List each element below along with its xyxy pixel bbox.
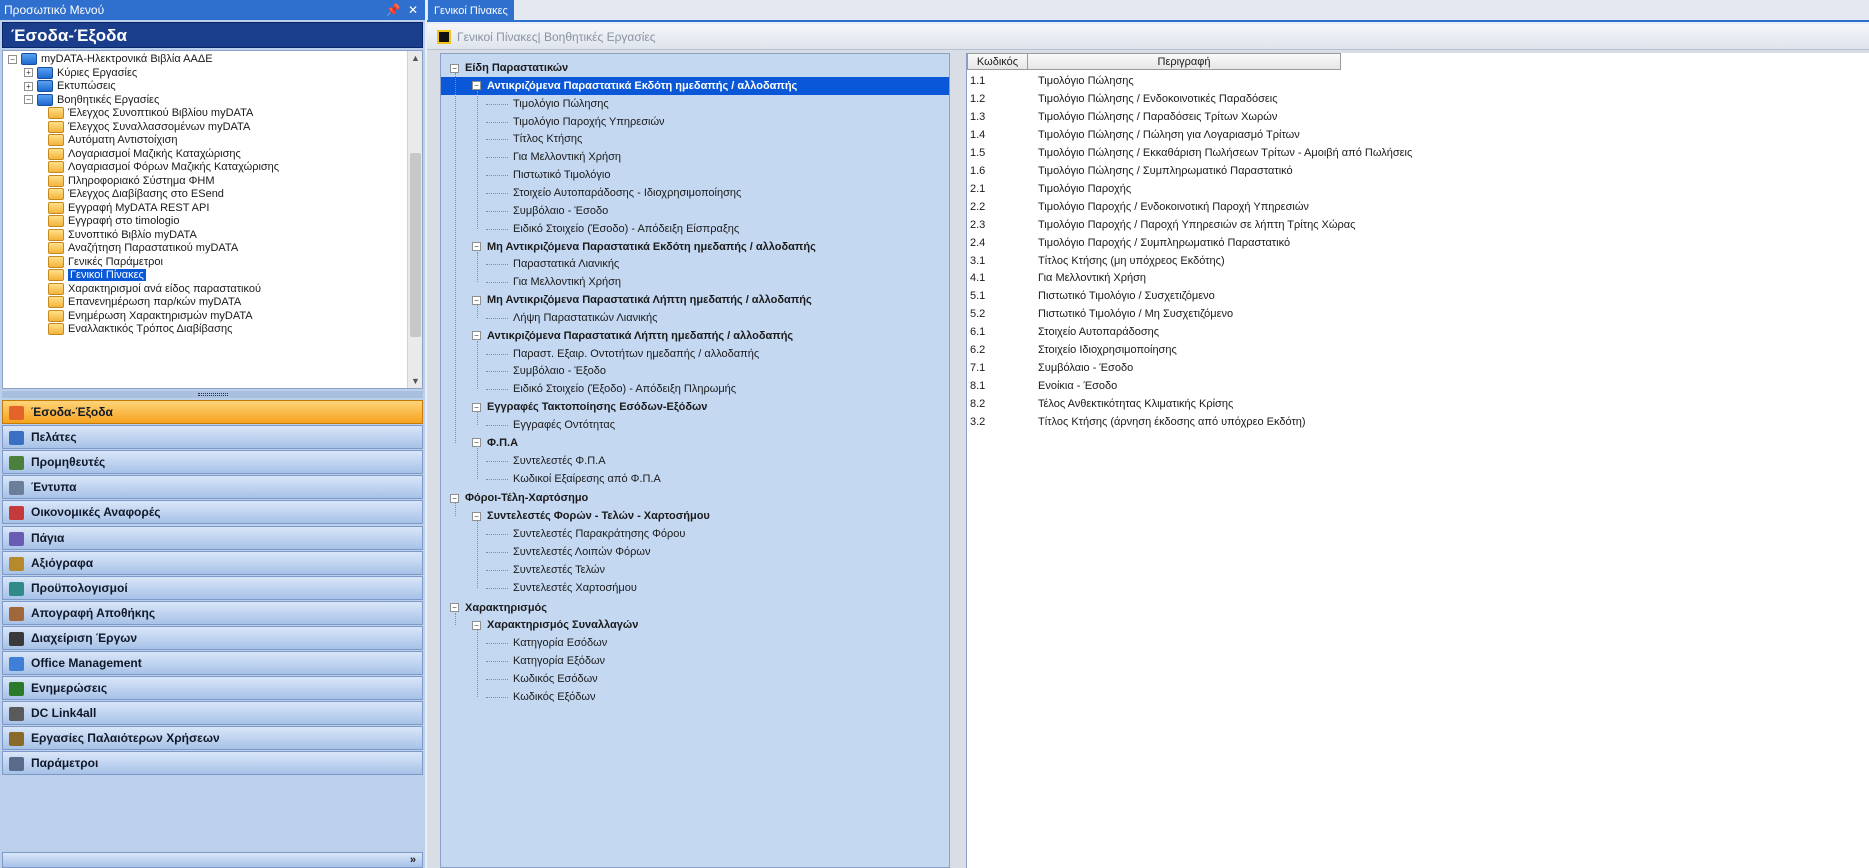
- collapse-icon[interactable]: −: [472, 403, 481, 412]
- nav-button-label: Πάγια: [31, 530, 65, 545]
- grid-header: [967, 53, 1411, 70]
- collapse-icon[interactable]: −: [472, 438, 481, 447]
- tree-connector: [477, 630, 478, 696]
- menu-tree-item-label: myDATA-Ηλεκτρονικά Βιβλία ΑΑΔΕ: [41, 53, 213, 66]
- folder-icon: [48, 229, 64, 241]
- settings-icon: [9, 757, 24, 771]
- collapse-icon[interactable]: −: [472, 296, 481, 305]
- category-tree-item-label: Κατηγορία Εξόδων: [513, 655, 606, 668]
- menu-tree-item-label: Ενημέρωση Χαρακτηρισμών myDATA: [68, 309, 253, 322]
- collapse-icon[interactable]: −: [450, 494, 459, 503]
- tree-connector: [486, 157, 508, 158]
- category-tree-item-label: Συντελεστές Φορών - Τελών - Χαρτοσήμου: [487, 510, 710, 523]
- folder-icon: [48, 148, 64, 160]
- menu-tree-item-label: Συνοπτικό Βιβλίο myDATA: [68, 228, 197, 241]
- cell-code: 7.1: [970, 362, 986, 375]
- tree-scrollbar[interactable]: [407, 51, 422, 388]
- cell-description: Ενοίκια - Έσοδο: [1038, 380, 1118, 393]
- category-tree-item[interactable]: [513, 113, 665, 131]
- cell-description: Στοιχείο Αυτοπαράδοσης: [1038, 326, 1160, 339]
- category-tree-item[interactable]: [450, 489, 588, 507]
- menu-tree-item-label: Αυτόματη Αντιστοίχιση: [68, 134, 178, 147]
- tab-general-tables[interactable]: Γενικοί Πίνακες: [428, 0, 514, 22]
- category-tree-item[interactable]: [513, 148, 621, 166]
- category-tree-item-label: Τιμολόγιο Πώλησης: [513, 97, 609, 110]
- menu-tree-item-label: Επανενημέρωση παρ/κών myDATA: [68, 296, 242, 309]
- category-tree-item-label: Συντελεστές Τελών: [513, 563, 606, 576]
- cell-description: Τίτλος Κτήσης (άρνηση έκδοσης από υπόχρεο Εκδότη): [1038, 416, 1306, 429]
- cell-description: Στοιχείο Ιδιοχρησιμοποίησης: [1038, 344, 1177, 357]
- splitter-grip-icon[interactable]: [198, 393, 228, 396]
- category-tree-item[interactable]: [513, 184, 741, 202]
- cell-description: Τίτλος Κτήσης (μη υπόχρεος Εκδότης): [1038, 254, 1225, 267]
- folder-icon: [48, 161, 64, 173]
- category-tree-item[interactable]: [441, 77, 950, 95]
- category-tree-item[interactable]: [450, 59, 568, 77]
- document-types-grid[interactable]: [966, 53, 1869, 868]
- nav-button-label: Οικονομικές Αναφορές: [31, 505, 161, 520]
- folder-icon: [48, 256, 64, 268]
- category-tree-item-label: Συντελεστές Λοιπών Φόρων: [513, 545, 651, 558]
- column-header-code[interactable]: Κωδικός: [967, 53, 1028, 70]
- assets-icon: [9, 532, 24, 546]
- column-header-description[interactable]: Περιγραφή: [1027, 53, 1341, 70]
- menu-tree-item-label: Λογαριασμοί Μαζικής Καταχώρισης: [68, 147, 241, 160]
- nav-button-label: Πελάτες: [31, 430, 77, 445]
- folder-icon: [48, 134, 64, 146]
- category-tree-item-label: Συντελεστές Χαρτοσήμου: [513, 581, 637, 594]
- tree-connector: [455, 613, 456, 626]
- tree-connector: [477, 521, 478, 587]
- cell-description: Συμβόλαιο - Έσοδο: [1038, 362, 1134, 375]
- nav-button-label: DC Link4all: [31, 706, 97, 721]
- table-row[interactable]: [967, 252, 1869, 270]
- tree-connector: [486, 104, 508, 105]
- close-icon[interactable]: ✕: [407, 3, 419, 17]
- category-tree-item[interactable]: [513, 561, 605, 579]
- menu-tree-item-label: Έλεγχος Συναλλασσομένων myDATA: [68, 120, 251, 133]
- collapse-icon[interactable]: −: [450, 64, 459, 73]
- cell-description: Τιμολόγιο Παροχής / Παροχή Υπηρεσιών σε λήπτη Τρίτης Χώρας: [1038, 218, 1356, 231]
- folder-icon: [48, 202, 64, 214]
- cell-code: 4.1: [970, 272, 986, 285]
- category-tree-item[interactable]: [513, 380, 736, 398]
- cell-description: Για Μελλοντική Χρήση: [1038, 272, 1147, 285]
- tree-connector: [486, 661, 508, 662]
- tree-connector: [455, 73, 456, 443]
- menu-tree-item-label: Γενικοί Πίνακες: [70, 269, 144, 282]
- tree-connector: [486, 552, 508, 553]
- folder-icon: [48, 296, 64, 308]
- panel-title: Προσωπικό Μενού: [4, 3, 105, 17]
- collapse-icon[interactable]: −: [472, 512, 481, 521]
- cell-description: Τιμολόγιο Παροχής / Συμπληρωματικό Παραστατικό: [1038, 236, 1291, 249]
- table-icon: [437, 30, 451, 44]
- income-expense-icon: [9, 406, 24, 420]
- cell-code: 2.2: [970, 200, 986, 213]
- category-tree-item-label: Αντικριζόμενα Παραστατικά Εκδότη ημεδαπής / αλλοδαπής: [487, 79, 798, 92]
- tree-connector: [486, 264, 508, 265]
- cell-description: Πιστωτικό Τιμολόγιο / Μη Συσχετιζόμενο: [1038, 308, 1234, 321]
- tree-connector: [486, 211, 508, 212]
- updates-icon: [9, 682, 24, 696]
- table-row[interactable]: [967, 323, 1869, 341]
- category-tree-item-label: Συντελεστές Φ.Π.Α: [513, 454, 606, 467]
- tree-connector: [486, 175, 508, 176]
- table-row[interactable]: [967, 162, 1869, 180]
- nav-button-customers[interactable]: [2, 425, 423, 449]
- personal-menu-panel: [0, 0, 425, 868]
- category-tree-item[interactable]: [472, 327, 793, 345]
- nav-button-suppliers[interactable]: [2, 450, 423, 474]
- menu-tree-item-label: Βοηθητικές Εργασίες: [57, 93, 160, 106]
- expand-icon[interactable]: +: [24, 82, 33, 91]
- table-row[interactable]: [967, 72, 1869, 90]
- tree-connector: [455, 503, 456, 516]
- category-tree-item-label: Στοιχείο Αυτοπαράδοσης - Ιδιοχρησιμοποίησης: [513, 186, 742, 199]
- menu-tree-item-label: Εγγραφή στο timologio: [68, 215, 180, 228]
- archive-icon: [9, 732, 24, 746]
- category-tree-item-label: Λήψη Παραστατικών Λιανικής: [513, 311, 658, 324]
- expand-nav-button[interactable]: »: [2, 852, 423, 868]
- category-tree-item[interactable]: [513, 309, 657, 327]
- table-row[interactable]: [967, 395, 1869, 413]
- category-tree-item[interactable]: [513, 543, 650, 561]
- menu-tree-item-label: Κύριες Εργασίες: [57, 66, 138, 79]
- cell-code: 5.1: [970, 290, 986, 303]
- table-row[interactable]: [967, 216, 1869, 234]
- nav-button-forms[interactable]: [2, 475, 423, 499]
- category-tree-item[interactable]: [472, 291, 812, 309]
- tree-connector: [486, 282, 508, 283]
- cell-code: 2.3: [970, 218, 986, 231]
- collapse-icon[interactable]: −: [8, 55, 17, 64]
- folder-icon: [37, 94, 53, 106]
- tree-connector: [477, 305, 478, 318]
- category-tree-item-label: Κωδικός Εσόδων: [513, 672, 598, 685]
- category-tree-item-label: Για Μελλοντική Χρήση: [513, 276, 622, 289]
- tree-connector: [486, 425, 508, 426]
- table-row[interactable]: [967, 341, 1869, 359]
- category-tree-item[interactable]: [472, 434, 518, 452]
- category-tree-item[interactable]: [472, 507, 710, 525]
- cell-code: 1.5: [970, 146, 986, 159]
- tree-connector: [486, 318, 508, 319]
- table-row[interactable]: [967, 359, 1869, 377]
- scroll-up-icon[interactable]: ▲: [411, 53, 420, 63]
- forms-icon: [9, 481, 24, 495]
- nav-button-reports[interactable]: [2, 500, 423, 524]
- collapse-icon[interactable]: −: [450, 603, 459, 612]
- category-tree-item[interactable]: [513, 220, 739, 238]
- folder-icon: [48, 269, 64, 281]
- tree-connector: [486, 229, 508, 230]
- category-tree-item-label: Ειδικό Στοιχείο (Έξοδο) - Απόδειξη Πληρωμής: [513, 383, 737, 396]
- category-tree-item[interactable]: [513, 525, 685, 543]
- category-tree-item-label: Συμβόλαιο - Έξοδο: [513, 365, 607, 378]
- table-row[interactable]: [967, 413, 1869, 431]
- category-tree-item[interactable]: [513, 345, 759, 363]
- menu-tree-item-label: Εναλλακτικός Τρόπος Διαβίβασης: [68, 323, 233, 336]
- category-tree-item-label: Κωδικοί Εξαίρεσης από Φ.Π.Α: [513, 472, 661, 485]
- cell-description: Πιστωτικό Τιμολόγιο / Συσχετιζόμενο: [1038, 290, 1215, 303]
- category-tree-item-label: Εγγραφές Τακτοποίησης Εσόδων-Εξόδων: [487, 401, 708, 414]
- menu-tree-item-label: Πληροφοριακό Σύστημα ΦΗΜ: [68, 174, 215, 187]
- tree-connector: [486, 479, 508, 480]
- securities-icon: [9, 557, 24, 571]
- folder-icon: [48, 242, 64, 254]
- nav-button-label: Παράμετροι: [31, 756, 99, 771]
- category-tree-item[interactable]: [513, 470, 661, 488]
- category-tree-item-label: Πιστωτικό Τιμολόγιο: [513, 169, 611, 182]
- nav-button-link[interactable]: [2, 701, 423, 725]
- nav-button-inventory[interactable]: [2, 601, 423, 625]
- tree-connector: [477, 412, 478, 425]
- cell-description: Τιμολόγιο Πώλησης / Παραδόσεις Τρίτων Χωρών: [1038, 110, 1278, 123]
- nav-button-label: Έσοδα-Έξοδα: [31, 405, 113, 419]
- office-icon: [9, 657, 24, 671]
- cell-code: 3.2: [970, 416, 986, 429]
- category-tree-item[interactable]: [513, 688, 596, 706]
- cell-code: 8.1: [970, 380, 986, 393]
- category-tree-item-label: Εγγραφές Οντότητας: [513, 419, 616, 431]
- nav-button-archive[interactable]: [2, 726, 423, 750]
- expand-icon[interactable]: +: [24, 68, 33, 77]
- section-header: Έσοδα-Έξοδα: [2, 22, 423, 48]
- category-tree-item[interactable]: [513, 255, 619, 273]
- tree-connector: [486, 389, 508, 390]
- cell-code: 3.1: [970, 254, 986, 267]
- reports-icon: [9, 506, 24, 520]
- cell-code: 1.1: [970, 75, 986, 87]
- category-tree-item-label: Φ.Π.Α: [487, 436, 519, 449]
- category-tree-item-label: Κατηγορία Εσόδων: [513, 637, 608, 650]
- tree-connector: [486, 193, 508, 194]
- document-tabstrip: [427, 0, 1869, 22]
- collapse-icon[interactable]: −: [472, 242, 481, 251]
- inventory-icon: [9, 607, 24, 621]
- folder-icon: [37, 80, 53, 92]
- menu-tree-item-label: Χαρακτηρισμοί ανά είδος παραστατικού: [68, 282, 261, 295]
- category-tree-item[interactable]: [513, 670, 598, 688]
- tree-connector: [486, 643, 508, 644]
- category-tree-item[interactable]: [472, 616, 638, 634]
- category-tree-item-label: Συμβόλαιο - Έσοδο: [513, 204, 609, 217]
- tree-connector: [477, 341, 478, 390]
- pin-icon[interactable]: 📌: [385, 3, 401, 17]
- tree-connector: [486, 534, 508, 535]
- folder-icon: [48, 175, 64, 187]
- table-row[interactable]: [967, 287, 1869, 305]
- category-tree-item-label: Χαρακτηρισμός Συναλλαγών: [487, 619, 639, 632]
- table-row[interactable]: [967, 234, 1869, 252]
- category-tree-item-label: Παραστατικά Λιανικής: [513, 258, 620, 271]
- cell-description: Τιμολόγιο Πώλησης / Ενδοκοινοτικές Παραδόσεις: [1038, 92, 1278, 105]
- category-tree-item-label: Κωδικός Εξόδων: [513, 690, 596, 703]
- link-icon: [9, 707, 24, 721]
- toolbar: [427, 24, 1869, 50]
- menu-tree-item-label: Έλεγχος Διαβίβασης στο ESend: [68, 188, 224, 201]
- cell-description: Τιμολόγιο Πώλησης: [1038, 75, 1134, 87]
- cell-code: 2.1: [970, 182, 986, 195]
- menu-tree-item-label: Λογαριασμοί Φόρων Μαζικής Καταχώρισης: [68, 161, 280, 174]
- category-tree-item[interactable]: [513, 202, 608, 220]
- table-row[interactable]: [967, 90, 1869, 108]
- folder-icon: [21, 53, 37, 65]
- folder-icon: [48, 323, 64, 335]
- nav-button-label: Απογραφή Αποθήκης: [31, 605, 156, 620]
- collapse-icon[interactable]: −: [472, 331, 481, 340]
- category-tree-item-label: Για Μελλοντική Χρήση: [513, 151, 622, 164]
- cell-code: 6.1: [970, 326, 986, 339]
- customers-icon: [9, 431, 24, 445]
- category-tree-item-label: Μη Αντικριζόμενα Παραστατικά Εκδότη ημεδαπής / αλλοδαπής: [487, 240, 816, 253]
- category-tree-item[interactable]: [513, 634, 607, 652]
- menu-tree-item-label: Αναζήτηση Παραστατικού myDATA: [68, 242, 239, 255]
- category-tree-item[interactable]: [513, 95, 609, 113]
- menu-tree[interactable]: [2, 50, 423, 389]
- folder-icon: [48, 188, 64, 200]
- collapse-icon[interactable]: −: [24, 95, 33, 104]
- cell-description: Τιμολόγιο Πώλησης / Εκκαθάριση Πωλήσεων Τρίτων - Αμοιβή από Πωλήσεις: [1038, 146, 1413, 159]
- nav-button-label: Διαχείριση Έργων: [31, 630, 138, 645]
- category-tree-item-label: Παραστ. Εξαιρ. Οντοτήτων ημεδαπής / αλλοδαπής: [513, 347, 760, 360]
- nav-button-label: Έντυπα: [31, 480, 77, 495]
- breadcrumb: Γενικοί Πίνακες| Βοηθητικές Εργασίες: [457, 30, 656, 44]
- table-row[interactable]: [967, 108, 1869, 126]
- nav-button-label: Office Management: [31, 656, 142, 670]
- category-tree-item-label: Μη Αντικριζόμενα Παραστατικά Λήπτη ημεδαπής / αλλοδαπής: [487, 294, 812, 307]
- category-tree-item[interactable]: [513, 579, 637, 597]
- folder-icon: [48, 215, 64, 227]
- category-tree-item[interactable]: [513, 652, 605, 670]
- tree-connector: [486, 354, 508, 355]
- tree-connector: [477, 91, 478, 229]
- cell-description: Τιμολόγιο Πώλησης / Πώληση για Λογαριασμό Τρίτων: [1038, 128, 1300, 141]
- cell-code: 5.2: [970, 308, 986, 321]
- cell-code: 1.6: [970, 164, 986, 177]
- menu-tree-item-label: Γενικές Παράμετροι: [68, 255, 163, 268]
- cell-code: 2.4: [970, 236, 986, 249]
- tree-connector: [486, 371, 508, 372]
- table-row[interactable]: [967, 180, 1869, 198]
- table-row[interactable]: [967, 377, 1869, 395]
- category-tree-item[interactable]: [513, 166, 610, 184]
- table-row[interactable]: [967, 144, 1869, 162]
- category-tree-item-label: Τίτλος Κτήσης: [513, 133, 583, 146]
- menu-tree-item-label: Εκτυπώσεις: [57, 80, 116, 93]
- tree-connector: [486, 461, 508, 462]
- nav-button-label: Ενημερώσεις: [31, 681, 108, 696]
- table-row[interactable]: [967, 269, 1869, 287]
- menu-tree-item-label: Έλεγχος Συνοπτικού Βιβλίου myDATA: [68, 107, 254, 120]
- tree-connector: [486, 122, 508, 123]
- category-tree-item[interactable]: [450, 599, 547, 617]
- nav-button-label: Προϋπολογισμοί: [31, 580, 128, 595]
- panel-caption: [0, 0, 425, 20]
- category-tree-item-label: Φόροι-Τέλη-Χαρτόσημο: [465, 492, 589, 505]
- category-tree-item-label: Ειδικό Στοιχείο (Έσοδο) - Απόδειξη Είσπραξης: [513, 222, 740, 235]
- tree-connector: [486, 697, 508, 698]
- folder-icon: [48, 310, 64, 322]
- nav-button-settings[interactable]: [2, 751, 423, 775]
- category-tree-item-label: Είδη Παραστατικών: [465, 62, 569, 74]
- collapse-icon[interactable]: −: [472, 81, 481, 90]
- nav-button-label: Αξιόγραφα: [31, 555, 94, 570]
- category-tree-item[interactable]: [513, 362, 606, 380]
- nav-button-office[interactable]: [2, 651, 423, 675]
- tree-connector: [477, 448, 478, 479]
- nav-button-securities[interactable]: [2, 551, 423, 575]
- category-tree-item[interactable]: [513, 452, 606, 470]
- nav-button-income-expense[interactable]: [2, 400, 423, 424]
- nav-button-label: Εργασίες Παλαιότερων Χρήσεων: [31, 731, 220, 746]
- menu-tree-item[interactable]: [48, 321, 232, 337]
- tree-connector: [486, 588, 508, 589]
- cell-description: Τιμολόγιο Πώλησης / Συμπληρωματικό Παραστατικό: [1038, 164, 1293, 177]
- category-tree[interactable]: [440, 53, 950, 868]
- panel-splitter[interactable]: [2, 391, 423, 398]
- cell-description: Τιμολόγιο Παροχής: [1038, 182, 1132, 195]
- table-row[interactable]: [967, 305, 1869, 323]
- cell-code: 1.3: [970, 110, 986, 123]
- cell-code: 1.2: [970, 92, 986, 105]
- cell-code: 6.2: [970, 344, 986, 357]
- category-tree-item[interactable]: [513, 273, 621, 291]
- budget-icon: [9, 582, 24, 596]
- tree-connector: [486, 139, 508, 140]
- category-tree-item[interactable]: [472, 238, 816, 256]
- category-tree-item-label: Τιμολόγιο Παροχής Υπηρεσιών: [513, 115, 665, 128]
- category-tree-item-label: Αντικριζόμενα Παραστατικά Λήπτη ημεδαπής / αλλοδαπής: [487, 329, 794, 342]
- category-tree-item[interactable]: [472, 398, 707, 416]
- collapse-icon[interactable]: −: [472, 621, 481, 630]
- cell-code: 1.4: [970, 128, 986, 141]
- nav-button-projects[interactable]: [2, 626, 423, 650]
- category-tree-item-label: Χαρακτηρισμός: [465, 601, 547, 614]
- folder-icon: [37, 67, 53, 79]
- category-tree-item[interactable]: [513, 416, 615, 434]
- tree-connector: [477, 252, 478, 283]
- category-tree-item[interactable]: [513, 130, 582, 148]
- scroll-down-icon[interactable]: ▼: [411, 376, 420, 386]
- menu-tree-item-label: Εγγραφή MyDATA REST API: [68, 201, 210, 214]
- projects-icon: [9, 632, 24, 646]
- folder-icon: [48, 283, 64, 295]
- nav-button-assets[interactable]: [2, 526, 423, 550]
- tree-connector: [486, 679, 508, 680]
- nav-button-updates[interactable]: [2, 676, 423, 700]
- tree-connector: [486, 570, 508, 571]
- table-row[interactable]: [967, 126, 1869, 144]
- scroll-thumb[interactable]: [410, 153, 421, 337]
- nav-button-budget[interactable]: [2, 576, 423, 600]
- table-row[interactable]: [967, 198, 1869, 216]
- category-tree-item-label: Συντελεστές Παρακράτησης Φόρου: [513, 528, 686, 541]
- cell-description: Τέλος Ανθεκτικότητας Κλιματικής Κρίσης: [1038, 398, 1234, 411]
- cell-code: 8.2: [970, 398, 986, 411]
- cell-description: Τιμολόγιο Παροχής / Ενδοκοινοτική Παροχή Υπηρεσιών: [1038, 200, 1309, 213]
- folder-icon: [48, 107, 64, 119]
- suppliers-icon: [9, 456, 24, 470]
- nav-button-label: Προμηθευτές: [31, 455, 106, 470]
- folder-icon: [48, 121, 64, 133]
